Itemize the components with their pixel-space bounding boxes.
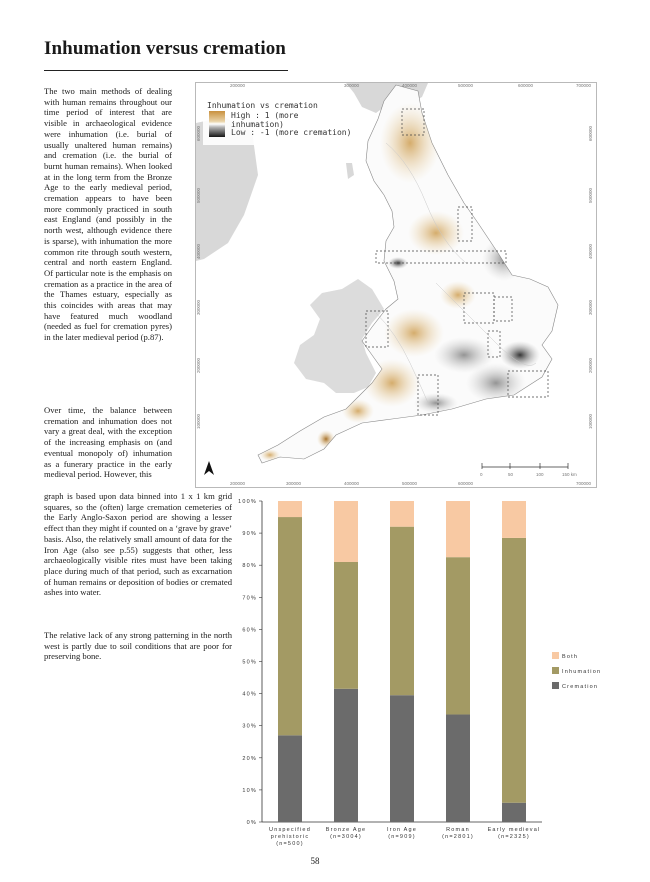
y-tick-label: 70% — [242, 595, 257, 602]
category-label: (n=3004) — [330, 834, 362, 840]
y-tick-label: 40% — [242, 691, 257, 698]
bar-both — [446, 501, 470, 557]
bar-cremation — [390, 695, 414, 822]
bar-both — [502, 501, 526, 538]
legend-swatch — [552, 652, 559, 659]
map-tick-top: 300000 — [344, 83, 360, 88]
page-number: 58 — [310, 856, 320, 866]
category-label: Early medieval — [487, 827, 541, 833]
y-tick-label: 100% — [238, 499, 257, 505]
map-tick-bottom: 500000 — [402, 481, 418, 486]
map-tick-side: 500000 — [196, 187, 201, 203]
page-heading: Inhumation versus cremation — [44, 38, 286, 59]
y-tick-label: 80% — [242, 563, 257, 570]
map-tick-side: 600000 — [588, 125, 593, 141]
legend-swatch — [552, 682, 559, 689]
category-label: Bronze Age — [325, 827, 367, 833]
map-legend — [203, 97, 353, 145]
bar-inhumation — [446, 557, 470, 714]
inhumation-cremation-map — [195, 82, 597, 488]
paragraph-3: The relative lack of any strong patterning in the north west is partly due to soil conditions that are poor for preserving bone. — [44, 630, 232, 662]
y-tick-label: 10% — [242, 787, 257, 794]
map-legend-colour-ramp — [209, 111, 225, 137]
category-label: prehistoric — [270, 834, 310, 840]
map-tick-bottom: 300000 — [286, 481, 302, 486]
heading-rule — [44, 70, 288, 71]
map-tick-bottom: 400000 — [344, 481, 360, 486]
map-tick-side: 500000 — [588, 187, 593, 203]
bar-cremation — [278, 735, 302, 822]
y-tick-label: 20% — [242, 755, 257, 762]
map-tick-side: 400000 — [588, 243, 593, 259]
map-legend-title: Inhumation vs cremation — [207, 101, 318, 110]
map-tick-side: 100000 — [196, 413, 201, 429]
map-legend-low: Low : -1 (more cremation) — [231, 128, 352, 137]
category-label: Iron Age — [386, 827, 418, 833]
legend-label: Both — [562, 654, 579, 660]
north-arrow-icon — [204, 461, 214, 475]
category-label: Unspecified — [269, 827, 311, 833]
bar-inhumation — [390, 527, 414, 696]
y-tick-label: 30% — [242, 723, 257, 730]
bar-inhumation — [278, 517, 302, 735]
bar-inhumation — [334, 562, 358, 689]
category-label: Roman — [446, 827, 470, 833]
scale-label: 100 — [536, 472, 544, 477]
scale-label: 0 — [480, 472, 483, 477]
map-tick-top: 500000 — [458, 83, 474, 88]
bar-cremation — [334, 689, 358, 822]
paragraph-2: Over time, the balance between cremation and inhumation does not vary a great deal, with the exception of the increasing emphasis on (and eventual monopoly of) inhumation as a funerary practice in the early medieval period. However, this — [44, 405, 172, 480]
map-tick-side: 300000 — [588, 299, 593, 315]
bar-both — [390, 501, 414, 527]
map-tick-side: 100000 — [588, 413, 593, 429]
bar-both — [334, 501, 358, 562]
category-label: (n=2325) — [498, 834, 530, 840]
map-tick-side: 600000 — [196, 125, 201, 141]
y-tick-label: 0% — [246, 820, 257, 826]
map-tick-side: 200000 — [588, 357, 593, 373]
legend-swatch — [552, 667, 559, 674]
bar-cremation — [446, 714, 470, 822]
map-tick-top: 400000 — [402, 83, 418, 88]
scale-label: 50 — [508, 472, 514, 477]
y-tick-label: 50% — [242, 659, 257, 666]
category-label: (n=909) — [388, 834, 416, 840]
map-tick-side: 200000 — [196, 357, 201, 373]
stacked-bar-chart — [232, 492, 602, 854]
legend-label: Inhumation — [562, 669, 602, 675]
category-label: (n=500) — [276, 841, 304, 847]
map-tick-side: 400000 — [196, 243, 201, 259]
y-tick-label: 90% — [242, 531, 257, 538]
map-tick-bottom: 200000 — [230, 481, 246, 486]
map-tick-top: 600000 — [518, 83, 534, 88]
map-tick-bottom: 700000 — [576, 481, 592, 486]
map-tick-top: 200000 — [230, 83, 246, 88]
scale-label: 150 km — [562, 472, 577, 477]
bar-both — [278, 501, 302, 517]
y-tick-label: 60% — [242, 627, 257, 634]
map-tick-side: 300000 — [196, 299, 201, 315]
map-tick-top: 700000 — [576, 83, 592, 88]
legend-label: Cremation — [562, 684, 599, 690]
paragraph-2-continued: graph is based upon data binned into 1 x 1 km grid squares, so the (often) large cremation cemeteries of the Early Anglo-Saxon period are showing a lesser effect than they might if counted on a ‘grave by grave’ basis. Also, the relatively small amount of data for the Iron Age (also see p.55) suggests that other, less archaeologically visible rites must have been taking place during much of that period, such as excarnation of human remains or deposition of bodies or cremated ashes into water. — [44, 491, 232, 598]
map-legend-high: High : 1 (more inhumation) — [231, 111, 299, 129]
paragraph-1: The two main methods of dealing with human remains throughout our time period of interest that are visible in archaeological evidence were inhumation (i.e. burial of usually unaltered human remains) and cremation (i.e. the burial of burnt human remains). When looked at in the long term from the Bronze Age to the early medieval period, cremation appears to have been more commonly practiced in south east England (and possibly in the north west, although evidence there is sparse), with inhumation the more common rite through south western, central and north eastern England. Of particular note is the emphasis on cremation as a practice in the area of the Thames estuary, especially as this coincides with areas that may have featured much woodland (needed as fuel for cremation pyres) in the later medieval period (p.87). — [44, 86, 172, 343]
bar-cremation — [502, 803, 526, 822]
bar-inhumation — [502, 538, 526, 803]
map-tick-bottom: 600000 — [458, 481, 474, 486]
scale-bar — [482, 463, 568, 469]
category-label: (n=2801) — [442, 834, 474, 840]
